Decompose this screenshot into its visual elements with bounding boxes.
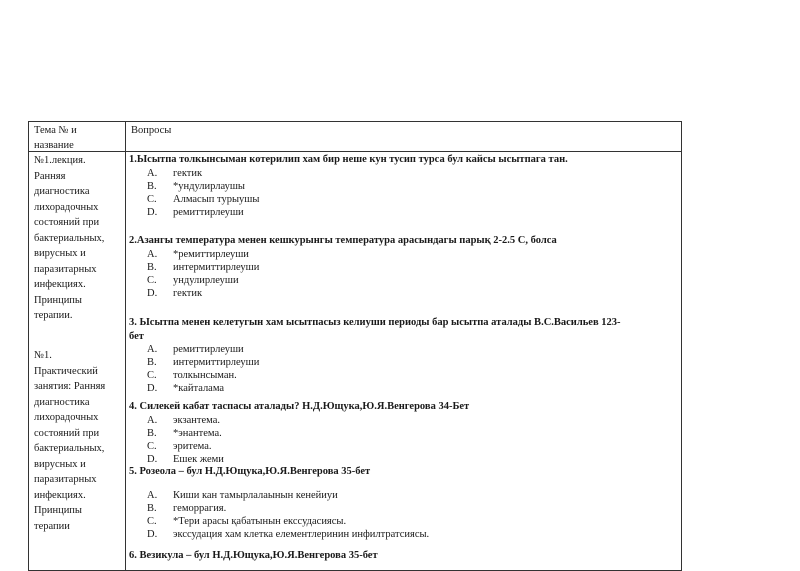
question-text	[129, 549, 677, 563]
topic-line: диагностика	[34, 186, 90, 197]
answer-option	[129, 287, 677, 300]
question-line: 6. Везикула – бул Н.Д.Ющука,Ю.Я.Венгерова 35-бет	[129, 550, 378, 561]
option-text: экссудация хам клетка елементлеринин инфилтратсиясы.	[173, 528, 430, 540]
option-text: толкынсыман.	[173, 370, 237, 381]
header-topic-line: название	[34, 140, 74, 151]
option-text: эритема.	[173, 440, 212, 452]
answer-option	[129, 382, 677, 395]
header-topic-cell	[34, 123, 122, 153]
answer-option	[129, 180, 677, 193]
option-letter: B.	[147, 261, 157, 273]
option-letter: C.	[147, 193, 157, 205]
answer-option	[129, 427, 677, 440]
topic-line: вирусных и	[34, 248, 86, 259]
answer-option	[129, 502, 677, 515]
question-line: бет	[129, 330, 144, 342]
option-letter: A.	[147, 167, 158, 179]
topic-line: паразитарных	[34, 474, 97, 485]
topic-line: состояний при	[34, 217, 100, 228]
topic-line: вирусных и	[34, 458, 86, 470]
question-text	[129, 234, 677, 248]
question-text	[129, 465, 677, 479]
answer-option	[129, 343, 677, 356]
question-line: 2.Азангы температура менен кешкурынгы температура арасындагы парық 2-2.5 С, болса	[129, 235, 557, 246]
option-letter: D.	[147, 287, 158, 299]
topic-practical-cell	[34, 348, 122, 534]
question-line: 4. Силекей кабат таспасы аталады? Н.Д.Ющука,Ю.Я.Венгерова 34-Бет	[129, 401, 470, 412]
answer-option	[129, 489, 677, 502]
topic-line: №1.	[34, 350, 52, 361]
topic-line: диагностика	[34, 396, 90, 408]
option-text: *ремиттирлеуши	[173, 248, 249, 260]
topic-line: №1.лекция.	[34, 155, 86, 166]
option-text: Алмасып турыушы	[173, 193, 260, 205]
option-letter: A.	[147, 489, 158, 501]
question-line: 3. Ысытпа менен келетугын хам ысытпасыз келиуши периоды бар ысытпа аталады В.С.Васильев 123-	[129, 317, 621, 328]
topic-line: Принципы	[34, 294, 82, 306]
answer-option	[129, 261, 677, 274]
question-block	[129, 153, 677, 219]
option-text: *ундулирлаушы	[173, 180, 245, 192]
option-letter: D.	[147, 528, 158, 540]
option-text: *энантема.	[173, 427, 222, 439]
option-letter: B.	[147, 180, 157, 192]
option-letter: B.	[147, 357, 157, 368]
answer-option	[129, 193, 677, 206]
topic-line: Практический	[34, 365, 98, 377]
topic-line: бактериальных,	[34, 443, 105, 454]
answer-option	[129, 167, 677, 180]
answer-option	[129, 414, 677, 427]
topic-line: Ранняя	[34, 170, 66, 182]
option-text: интермиттирлеуши	[173, 261, 260, 273]
question-block	[129, 400, 677, 466]
question-block	[129, 465, 677, 541]
option-text: интермиттирлеуши	[173, 357, 260, 368]
question-text	[129, 400, 677, 414]
option-text: ундулирлеуши	[173, 274, 239, 286]
topic-lecture-cell	[34, 153, 122, 324]
topic-line: инфекциях.	[34, 279, 86, 290]
option-text: ремиттирлеуши	[173, 206, 244, 218]
option-text: ремиттирлеуши	[173, 344, 244, 355]
question-block	[129, 549, 677, 563]
answer-option	[129, 274, 677, 287]
question-block	[129, 316, 677, 395]
option-text: *кайталама	[173, 383, 225, 394]
questions-table	[28, 121, 682, 571]
question-block	[129, 234, 677, 300]
option-text: геморрагия.	[173, 502, 227, 514]
option-text: гектик	[173, 287, 203, 299]
option-text: Киши кан тамырлалаынын кенейиуи	[173, 489, 338, 501]
answer-option	[129, 356, 677, 369]
topic-line: терапии.	[34, 310, 73, 321]
question-text	[129, 153, 677, 167]
header-divider	[29, 151, 681, 152]
topic-line: занятия: Ранняя	[34, 381, 106, 392]
header-questions-cell: Вопросы	[131, 125, 172, 136]
option-text: экзантема.	[173, 414, 221, 426]
question-line: 1.Ысытпа толкынсыман котерилип хам бир неше кун тусип турса бул кайсы ысытпага тан.	[129, 154, 568, 165]
option-letter: A.	[147, 248, 158, 260]
option-letter: B.	[147, 502, 157, 514]
answer-option	[129, 369, 677, 382]
option-letter: D.	[147, 383, 158, 394]
topic-line: состояний при	[34, 427, 100, 439]
header-topic-line: Тема № и	[34, 125, 77, 136]
answer-option	[129, 515, 677, 528]
topic-line: паразитарных	[34, 263, 97, 275]
answer-option	[129, 206, 677, 219]
option-letter: C.	[147, 370, 157, 381]
option-letter: A.	[147, 344, 158, 355]
option-text: *Тери арасы қабатынын екссудасиясы.	[173, 515, 347, 527]
question-text	[129, 316, 677, 343]
option-letter: D.	[147, 453, 158, 465]
option-letter: D.	[147, 206, 158, 218]
answer-option	[129, 528, 677, 541]
topic-line: бактериальных,	[34, 232, 105, 244]
option-text: гектик	[173, 167, 203, 179]
option-letter: C.	[147, 274, 157, 286]
answer-option	[129, 453, 677, 466]
option-letter: A.	[147, 414, 158, 426]
option-letter: C.	[147, 515, 157, 527]
question-line: 5. Розеола – бул Н.Д.Ющука,Ю.Я.Венгерова 35-бет	[129, 466, 371, 477]
topic-line: Принципы	[34, 505, 82, 516]
option-letter: B.	[147, 427, 157, 439]
option-text: Ешек жеми	[173, 453, 224, 465]
topic-line: лихорадочных	[34, 412, 99, 423]
topic-line: инфекциях.	[34, 489, 86, 501]
topic-line: терапии	[34, 520, 70, 532]
option-letter: C.	[147, 440, 157, 452]
answer-option	[129, 440, 677, 453]
answer-option	[129, 248, 677, 261]
topic-line: лихорадочных	[34, 201, 99, 213]
column-divider	[125, 122, 126, 570]
